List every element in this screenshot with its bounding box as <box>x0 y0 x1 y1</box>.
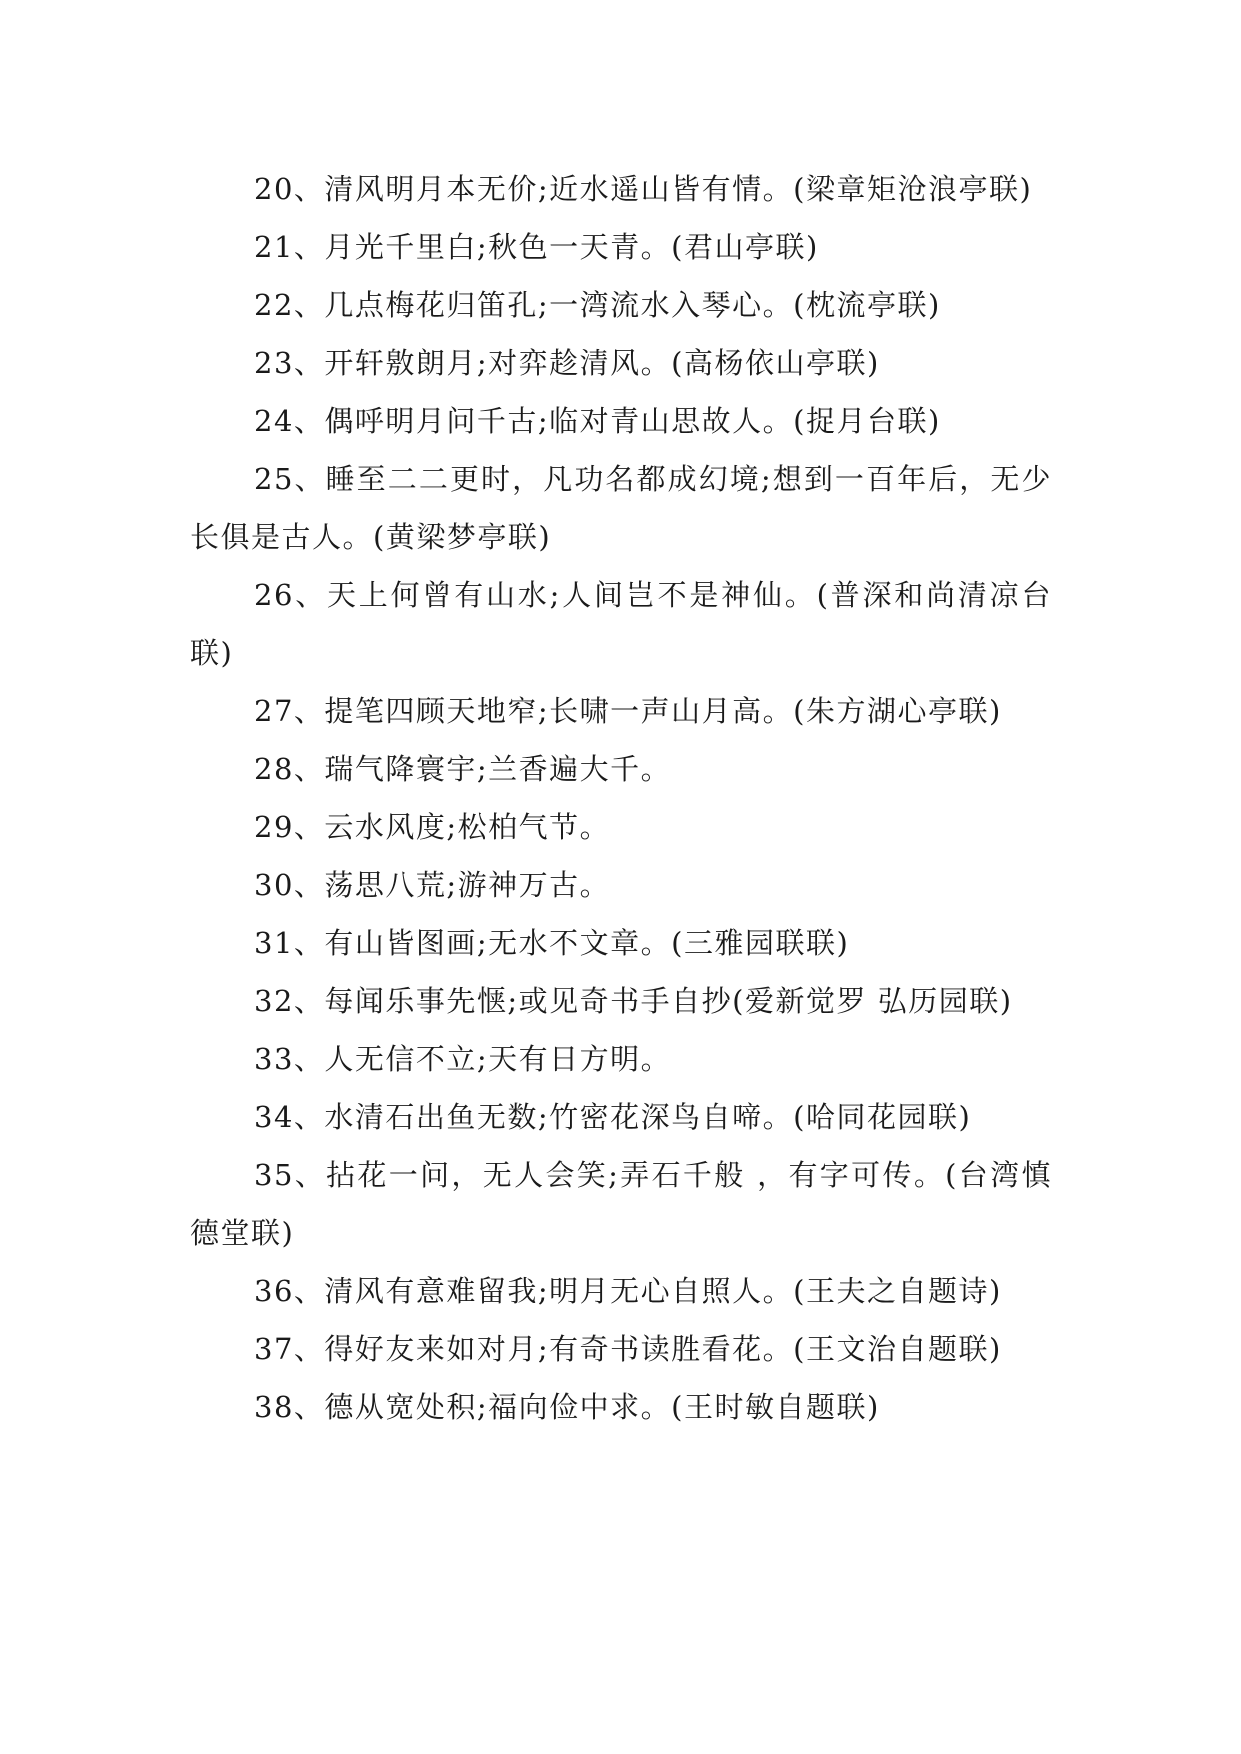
couplet-paragraph: 25、睡至二二更时，凡功名都成幻境;想到一百年后，无少长俱是古人。(黄梁梦亭联) <box>190 462 1052 554</box>
couplet-paragraph: 21、月光千里白;秋色一天青。(君山亭联) <box>254 230 819 264</box>
couplet-paragraph: 30、荡思八荒;游神万古。 <box>254 868 611 902</box>
couplet-paragraph: 23、开轩敫朗月;对弈趁清风。(高杨依山亭联) <box>254 346 880 380</box>
couplet-paragraph: 38、德从宽处积;福向俭中求。(王时敏自题联) <box>254 1390 880 1424</box>
couplet-paragraph: 26、天上何曾有山水;人间岂不是神仙。(普深和尚清凉台联) <box>190 578 1052 670</box>
couplet-paragraph: 33、人无信不立;天有日方明。 <box>254 1042 672 1076</box>
couplet-paragraph: 34、水清石出鱼无数;竹密花深鸟自啼。(哈同花园联) <box>254 1100 972 1134</box>
couplet-paragraph: 35、拈花一问，无人会笑;弄石千般 ，有字可传。(台湾慎德堂联) <box>190 1158 1052 1250</box>
couplet-paragraph: 32、每闻乐事先惬;或见奇书手自抄(爱新觉罗 弘历园联) <box>254 984 1013 1018</box>
couplet-paragraph: 24、偶呼明月问千古;临对青山思故人。(捉月台联) <box>254 404 941 438</box>
couplet-paragraph: 37、得好友来如对月;有奇书读胜看花。(王文治自题联) <box>254 1332 1002 1366</box>
document-body <box>190 160 1052 1436</box>
couplet-paragraph: 31、有山皆图画;无水不文章。(三雅园联联) <box>254 926 850 960</box>
couplet-paragraph: 22、几点梅花归笛孔;一湾流水入琴心。(枕流亭联) <box>254 288 941 322</box>
couplet-paragraph: 20、清风明月本无价;近水遥山皆有情。(梁章矩沧浪亭联) <box>254 172 1033 206</box>
couplet-paragraph: 28、瑞气降寰宇;兰香遍大千。 <box>254 752 672 786</box>
couplet-paragraph: 29、云水风度;松柏气节。 <box>254 810 611 844</box>
couplet-paragraph: 27、提笔四顾天地窄;长啸一声山月高。(朱方湖心亭联) <box>254 694 1002 728</box>
couplet-paragraph: 36、清风有意难留我;明月无心自照人。(王夫之自题诗) <box>254 1274 1002 1308</box>
